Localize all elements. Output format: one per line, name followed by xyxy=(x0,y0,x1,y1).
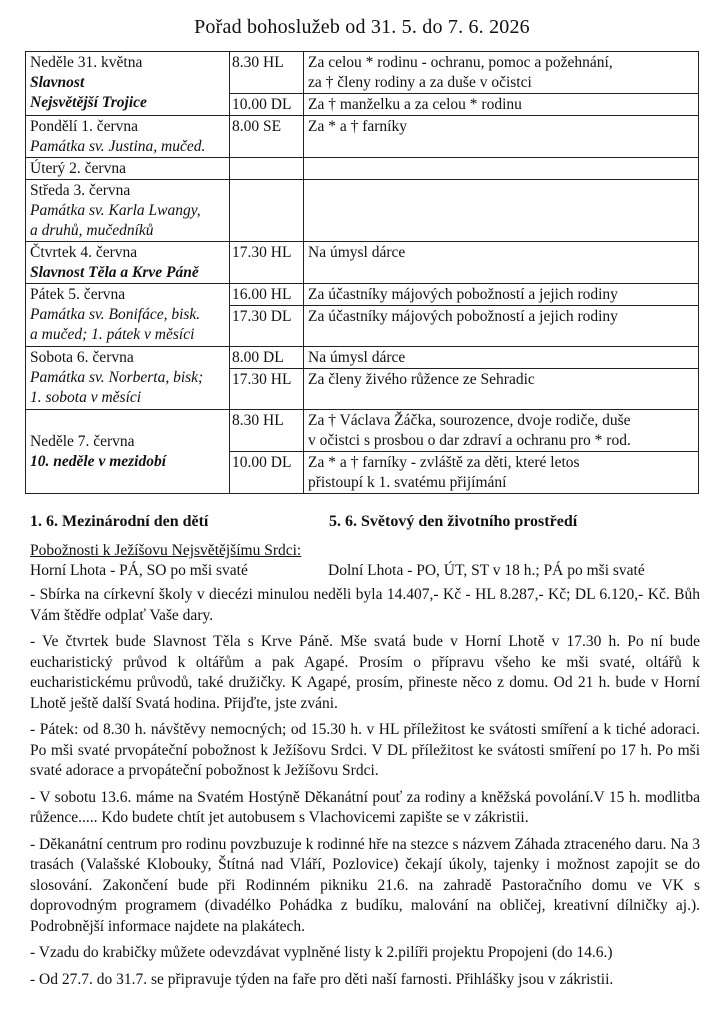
feast-name: Nejsvětější Trojice xyxy=(30,94,147,111)
feast-name: Památka sv. Norberta, bisk; xyxy=(30,369,204,386)
intention-text: přistoupí k 1. svatému přijímání xyxy=(308,474,507,491)
day-date: Středa 3. června xyxy=(30,182,131,199)
mass-time xyxy=(230,410,304,452)
intention-text: Za * a † farníky xyxy=(304,116,699,158)
time-text: 8.00 SE xyxy=(232,118,282,135)
devotions-dolni-lhota: Dolní Lhota - PO, ÚT, ST v 18 h.; PÁ po mši svaté xyxy=(328,562,645,579)
day-cell xyxy=(26,347,230,410)
feast-name: Slavnost xyxy=(30,74,85,91)
intention-text: Za účastníky májových pobožností a jejich rodiny xyxy=(304,306,699,347)
announcement-item: - Děkanátní centrum pro rodinu povzbuzuje k rodinné hře na stezce s názvem Záhada ztraceného daru. Na 3 trasách (Valašské Klobouky, Štítná nad Vláří, Pozlovice) čekají úkoly, tajenky i možnost zapojit se do slosování. Zakončení bude při Rodinném pikniku 21.6. na zahradě Pastoračního domu ve VK s doprovodným programem (divadélko Pohádka z budíku, malování na obličej, kreativní dílničky aj.). Podrobnější informace najdete na plakátech. xyxy=(30,835,700,935)
intention-cell xyxy=(304,452,699,494)
intention-text: Za * a † farníky - zvláště za děti, které letos xyxy=(308,454,580,471)
announcement-item: - V sobotu 13.6. máme na Svatém Hostýně Děkanátní pouť za rodiny a kněžská povolání.V 15 h. modlitba růžence..... Kdo budete chtít jet autobusem s Vlachovicemi zapište se v zákristii. xyxy=(30,788,700,826)
time-text: 17.30 HL xyxy=(232,371,292,388)
intention-text: Za † manželku a za celou * rodinu xyxy=(304,94,699,116)
intention-text: Za celou * rodinu - ochranu, pomoc a požehnání, xyxy=(308,54,613,71)
day-cell xyxy=(26,410,230,494)
table-row xyxy=(26,410,699,452)
table-row xyxy=(26,242,699,284)
day-cell xyxy=(26,284,230,347)
time-text: 10.00 DL xyxy=(232,96,292,113)
feast-name: 1. sobota v měsíci xyxy=(30,389,142,406)
time-text: 8.30 HL xyxy=(232,412,284,429)
day-date: Úterý 2. června xyxy=(26,158,230,180)
feast-name: a druhů, mučedníků xyxy=(30,222,154,239)
heading-childrens-day: 1. 6. Mezinárodní den dětí xyxy=(30,513,209,530)
announcement-item: - Od 27.7. do 31.7. se připravuje týden na faře pro děti naší farnosti. Přihlášky jsou v zákristii. xyxy=(30,970,614,988)
intention-text: v očistci s prosbou o dar zdraví a ochranu pro * rod. xyxy=(308,432,631,449)
table-row xyxy=(26,284,699,306)
mass-time xyxy=(230,284,304,306)
mass-time xyxy=(230,306,304,347)
intention-cell xyxy=(304,52,699,94)
day-date: Neděle 31. května xyxy=(30,54,143,71)
feast-name: a mučed; 1. pátek v měsíci xyxy=(30,326,195,343)
mass-time xyxy=(230,180,304,242)
mass-time xyxy=(230,347,304,369)
announcement-item: - Ve čtvrtek bude Slavnost Těla s Krve Páně. Mše svatá bude v Horní Lhotě v 17.30 h. Po ní bude eucharistický průvod k oltářům a pak Agapé. Prosím o přípravu všeho ke mši svaté, oltářů k eucharistickému průvodů, také družičky. K Agapé, prosím, přineste něco z domu. Od 21 h. bude v Horní Lhotě ještě další Svatá hodina. Přijďte, jste zváni. xyxy=(30,633,700,712)
mass-time xyxy=(230,158,304,180)
intention-text: Za účastníky májových pobožností a jejich rodiny xyxy=(304,284,699,306)
time-text: 8.00 DL xyxy=(232,349,284,366)
feast-name: Památka sv. Bonifáce, bisk. xyxy=(30,306,201,323)
heading-environment-day: 5. 6. Světový den životního prostředí xyxy=(329,513,578,530)
day-cell xyxy=(26,52,230,116)
mass-time xyxy=(230,369,304,410)
announcement-item: - Vzadu do krabičky můžete odevzdávat vyplněné listy k 2.pilíři projektu Propojeni (do 14.6.) xyxy=(30,944,613,961)
mass-time xyxy=(230,242,304,284)
table-row xyxy=(26,347,699,369)
feast-name: Památka sv. Karla Lwangy, xyxy=(30,202,201,219)
intention-text: za † členy rodiny a za duše v očistci xyxy=(308,74,532,91)
mass-time xyxy=(230,94,304,116)
announcement-item: - Sbírka na církevní školy v diecézi minulou neděli byla 14.407,- Kč - HL 8.287,- Kč; DL 6.120,- Kč. Bůh Vám štědře odplať Vaše dary. xyxy=(30,586,700,624)
mass-time xyxy=(230,116,304,158)
time-text: 10.00 DL xyxy=(232,454,292,471)
time-text: 16.00 HL xyxy=(232,286,292,303)
page-title: Pořad bohoslužeb od 31. 5. do 7. 6. 2026 xyxy=(194,16,530,38)
mass-time xyxy=(230,52,304,94)
day-cell xyxy=(26,180,230,242)
day-date: Pátek 5. června xyxy=(30,286,126,303)
table-row xyxy=(26,180,699,242)
intention-text: Na úmysl dárce xyxy=(304,347,699,369)
announcements xyxy=(30,585,700,996)
day-date: Sobota 6. června xyxy=(30,349,134,366)
day-date: Pondělí 1. června xyxy=(30,118,139,135)
mass-time xyxy=(230,452,304,494)
time-text: 17.30 DL xyxy=(232,308,292,325)
mass-schedule-table xyxy=(25,51,699,494)
feast-name: Památka sv. Justina, mučed. xyxy=(30,138,206,155)
devotions-title: Pobožnosti k Ježíšovu Nejsvětějšímu Srdci: xyxy=(30,542,302,559)
table-row xyxy=(26,52,699,94)
day-cell xyxy=(26,116,230,158)
feast-name: Slavnost Těla a Krve Páně xyxy=(30,264,199,281)
intention-cell xyxy=(304,158,699,180)
devotions-row xyxy=(30,562,700,580)
day-date: Čtvrtek 4. června xyxy=(30,244,138,261)
intention-cell xyxy=(304,410,699,452)
intention-text: Na úmysl dárce xyxy=(304,242,699,284)
intention-text: Za † Václava Žáčka, sourozence, dvoje rodiče, duše xyxy=(308,412,631,429)
table-row xyxy=(26,116,699,158)
day-cell xyxy=(26,242,230,284)
day-date: Neděle 7. června xyxy=(30,433,135,450)
time-text: 8.30 HL xyxy=(232,54,284,71)
observance-headings xyxy=(30,513,700,531)
announcement-item: - Pátek: od 8.30 h. návštěvy nemocných; od 15.30 h. v HL příležitost ke svátosti smíření a k tiché adoraci. Po mši svaté prvopáteční pobožnost k Ježíšovu Srdci. V DL příležitost ke svátosti smíření po 17 h. Po mši svaté adorace a prvopáteční pobožnost k Ježíšovu Srdci. xyxy=(30,721,700,779)
devotions-horni-lhota: Horní Lhota - PÁ, SO po mši svaté xyxy=(30,562,248,579)
feast-name: 10. neděle v mezidobí xyxy=(30,453,167,470)
table-row xyxy=(26,158,699,180)
intention-text: Za členy živého růžence ze Sehradic xyxy=(304,369,699,410)
intention-cell xyxy=(304,180,699,242)
time-text: 17.30 HL xyxy=(232,244,292,261)
